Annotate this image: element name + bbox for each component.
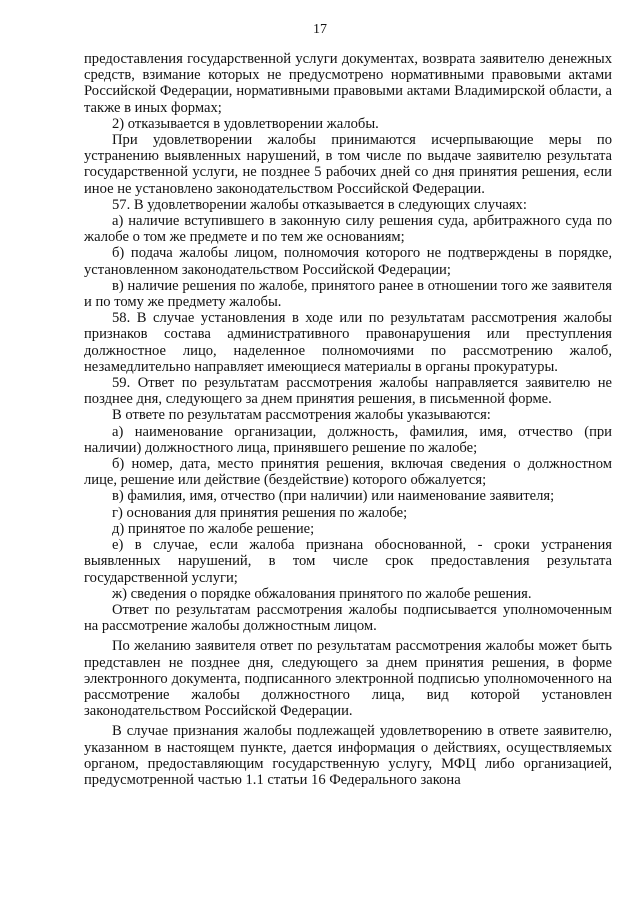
- paragraph-59-d: д) принятое по жалобе решение;: [112, 520, 315, 537]
- paragraph-59: 59. Ответ по результатам рассмотрения жалобы направляется заявителю не позднее дня, следующего за днем принятия решения, в письменной форме.: [84, 375, 612, 408]
- paragraph-57-a: а) наличие вступившего в законную силу решения суда, арбитражного суда по жалобе о том же предмете и по тем же основаниям;: [84, 213, 612, 246]
- paragraph-59-e: е) в случае, если жалоба признана обоснованной, - сроки устранения выявленных нарушений, в том числе срок предоставления результата государственной услуги;: [84, 537, 612, 586]
- paragraph-58: 58. В случае установления в ходе или по результатам рассмотрения жалобы признаков состава административного правонарушения или преступления должностное лицо, наделенное полномочиями по рассмотрению жалоб, незамедлительно направляет имеющиеся материалы в органы прокуратуры.: [84, 310, 612, 375]
- paragraph-signature: Ответ по результатам рассмотрения жалобы подписывается уполномоченным на рассмотрение жалобы должностным лицом.: [84, 601, 612, 635]
- paragraph-57-b: б) подача жалобы лицом, полномочия которого не подтверждены в порядке, установленном законодательством Российской Федерации;: [84, 245, 612, 278]
- paragraph-59-b: б) номер, дата, место принятия решения, включая сведения о должностном лице, решение или действие (бездействие) которого обжалуется;: [84, 456, 612, 489]
- paragraph-electronic-answer: По желанию заявителя ответ по результатам рассмотрения жалобы может быть представлен не позднее дня, следующего за днем принятия решения, в форме электронного документа, подписанного электронной подписью уполномоченного на рассмотрение жалобы должностного лица, вид которой установлен законодательством Российской Федерации.: [84, 638, 612, 720]
- document-body: [84, 51, 612, 788]
- paragraph-59-a: а) наименование организации, должность, фамилия, имя, отчество (при наличии) должностного лица, принявшего решение по жалобе;: [84, 423, 612, 456]
- paragraph-satisfaction-measures: При удовлетворении жалобы принимаются исчерпывающие меры по устранению выявленных нарушений, в том числе по выдаче заявителю результата государственной услуги, не позднее 5 рабочих дней со дня принятия решения, если иное не установлено законодательством Российской Федерации.: [84, 132, 612, 197]
- paragraph-59-g: г) основания для принятия решения по жалобе;: [112, 504, 408, 521]
- paragraph-continuation: предоставления государственной услуги документах, возврата заявителю денежных средств, взимание которых не предусмотрено нормативными правовыми актами Российской Федерации, нормативными правовыми актами Владимирской области, а также в иных формах;: [84, 51, 612, 116]
- paragraph-refusal: 2) отказывается в удовлетворении жалобы.: [112, 115, 379, 132]
- paragraph-57-v: в) наличие решения по жалобе, принятого ранее в отношении того же заявителя и по тому же предмету жалобы.: [84, 277, 612, 311]
- paragraph-59-zh: ж) сведения о порядке обжалования принятого по жалобе решения.: [112, 585, 532, 602]
- paragraph-57: 57. В удовлетворении жалобы отказывается в следующих случаях:: [112, 196, 527, 213]
- paragraph-59-intro: В ответе по результатам рассмотрения жалобы указываются:: [112, 407, 491, 424]
- page-number: 17: [313, 22, 327, 37]
- paragraph-satisfaction-info: В случае признания жалобы подлежащей удовлетворению в ответе заявителю, указанном в настоящем пункте, дается информация о действиях, осуществляемых органом, предоставляющим государственную услугу, МФЦ либо организацией, предусмотренной частью 1.1 статьи 16 Федерального закона: [84, 723, 612, 788]
- paragraph-59-v: в) фамилия, имя, отчество (при наличии) или наименование заявителя;: [112, 488, 555, 505]
